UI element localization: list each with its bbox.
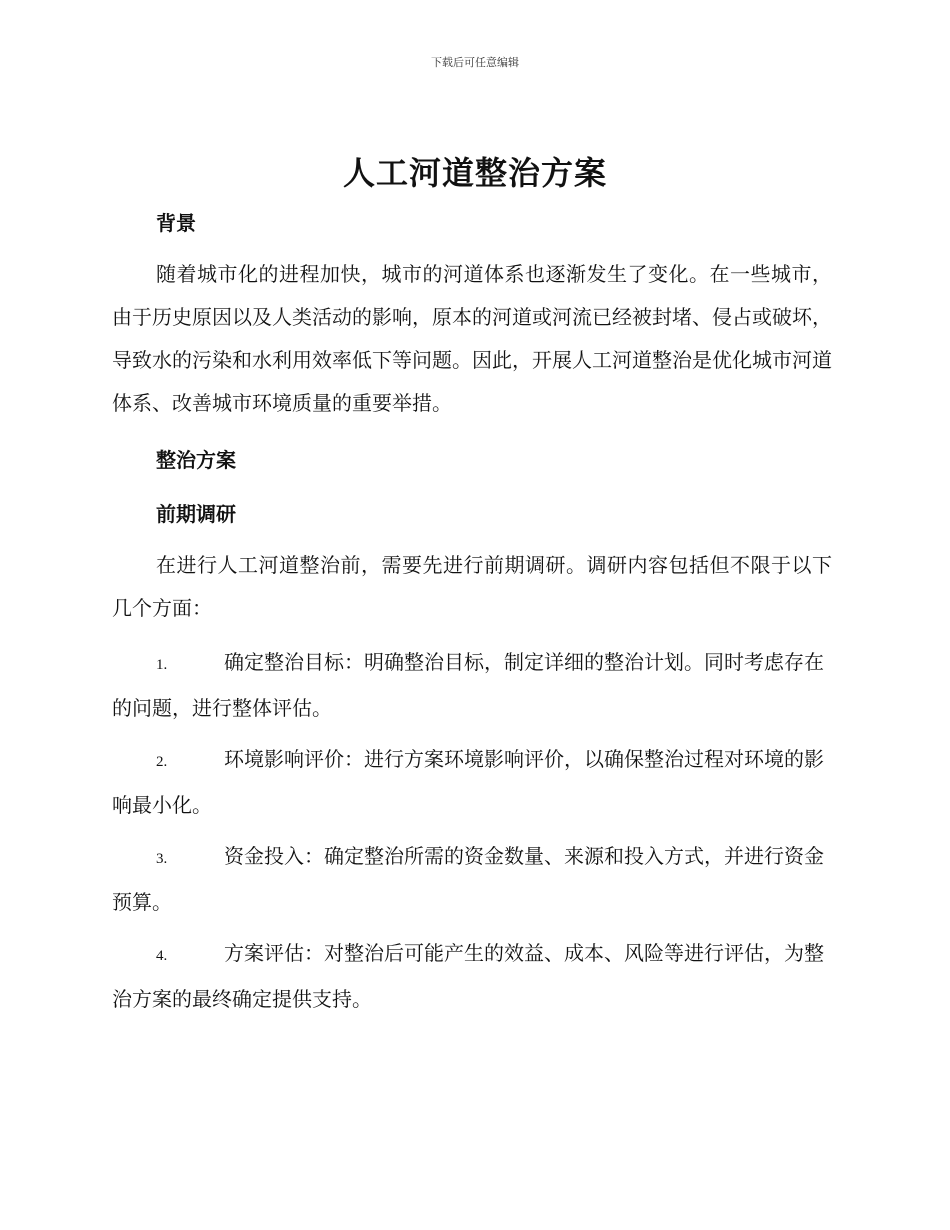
list-item [112,835,832,924]
list-item [112,738,832,827]
paragraph-background: 随着城市化的进程加快，城市的河道体系也逐渐发生了变化。在一些城市，由于历史原因以及人类活动的影响，原本的河道或河流已经被封堵、侵占或破坏，导致水的污染和水利用效率低下等问题。因此，开展人工河道整治是优化城市河道体系、改善城市环境质量的重要举措。 [112,262,832,415]
heading-background: 背景 [156,211,196,235]
list-item-number: 1. [156,657,168,673]
list-item [112,641,832,730]
heading-plan: 整治方案 [156,448,236,472]
list-item-text: 方案评估：对整治后可能产生的效益、成本、风险等进行评估，为整治方案的最终确定提供支持。 [112,941,824,1011]
list-item-text: 环境影响评价：进行方案环境影响评价，以确保整治过程对环境的影响最小化。 [112,747,824,817]
list-item-number: 4. [156,948,168,964]
list-item-text: 确定整治目标：明确整治目标，制定详细的整治计划。同时考虑存在的问题，进行整体评估。 [112,650,824,720]
list-item-text: 资金投入：确定整治所需的资金数量、来源和投入方式，并进行资金预算。 [112,844,824,914]
list-item [112,932,832,1021]
list-item-number: 3. [156,851,168,867]
header-note: 下载后可任意编辑 [431,56,519,69]
list-item-number: 2. [156,754,168,770]
heading-research: 前期调研 [156,502,236,526]
paragraph-research-intro: 在进行人工河道整治前，需要先进行前期调研。调研内容包括但不限于以下几个方面： [112,553,832,620]
document-title: 人工河道整治方案 [342,154,607,192]
